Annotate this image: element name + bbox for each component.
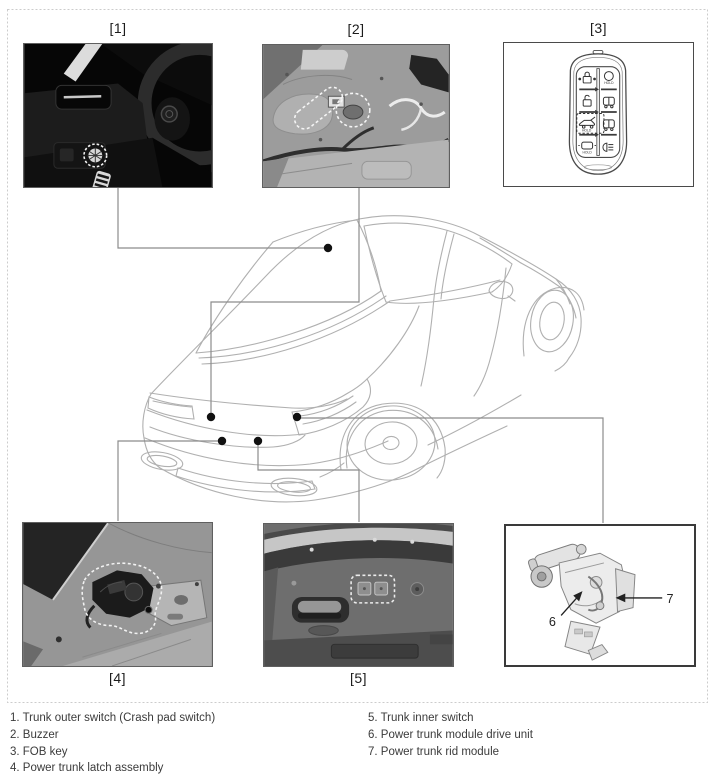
fob-hold-text-start: HOLD [604,80,614,85]
fob-hold-text-drive: HOLD [582,150,592,155]
legend-item-2: 2. Buzzer [10,728,59,741]
legend-left-column [10,710,215,777]
photo-inner-switch-art [264,524,453,666]
part6-label: 6 [548,615,556,630]
location-dot-inner-switch [254,437,262,445]
photo-buzzer [262,44,450,188]
callout-line-fig1 [118,188,328,248]
figure-label-1: [1] [109,20,127,36]
fob-hold-text-trunk: HOLD [582,128,592,133]
photo-latch-assembly [22,522,213,667]
buzzer [343,105,363,119]
car-outline-drawing [140,216,584,502]
fob-key-art [504,43,693,186]
location-dot-power-trunk-module [293,413,301,421]
power-trunk-module-figure [504,524,696,667]
power-trunk-module-art [506,526,694,665]
callout-line-fig2 [211,188,359,417]
photo-latch-assembly-art [23,523,212,666]
legend-item-4: 4. Power trunk latch assembly [10,762,164,775]
figure-label-4: [4] [108,670,127,686]
legend-item-1: 1. Trunk outer switch (Crash pad switch) [10,712,216,724]
location-dots [207,244,332,445]
legend-item-7: 7. Power trunk rid module [368,745,500,758]
lamp-recess [301,50,348,70]
fob-key-figure [503,42,694,187]
photo-inner-switch [263,523,454,667]
photo-trunk-outer-switch-art [24,44,212,187]
figure-label-5: [5] [349,670,368,686]
location-dot-buzzer [207,413,215,421]
location-dot-latch-assembly [218,437,226,445]
part7-label: 7 [666,591,674,606]
figure-label-2: [2] [347,21,365,37]
legend-right-column [368,710,533,760]
figure-label-3: [3] [589,20,608,36]
callout-line-fig4 [118,441,222,521]
photo-buzzer-art [263,45,449,187]
legend-item-3: 3. FOB key [10,745,68,758]
legend-item-6: 6. Power trunk module drive unit [368,728,533,741]
photo-trunk-outer-switch [23,43,213,188]
callout-lines [118,188,603,523]
start-button [161,106,177,122]
legend-item-5: 5. Trunk inner switch [368,712,474,724]
location-dot-outer-switch [324,244,332,252]
